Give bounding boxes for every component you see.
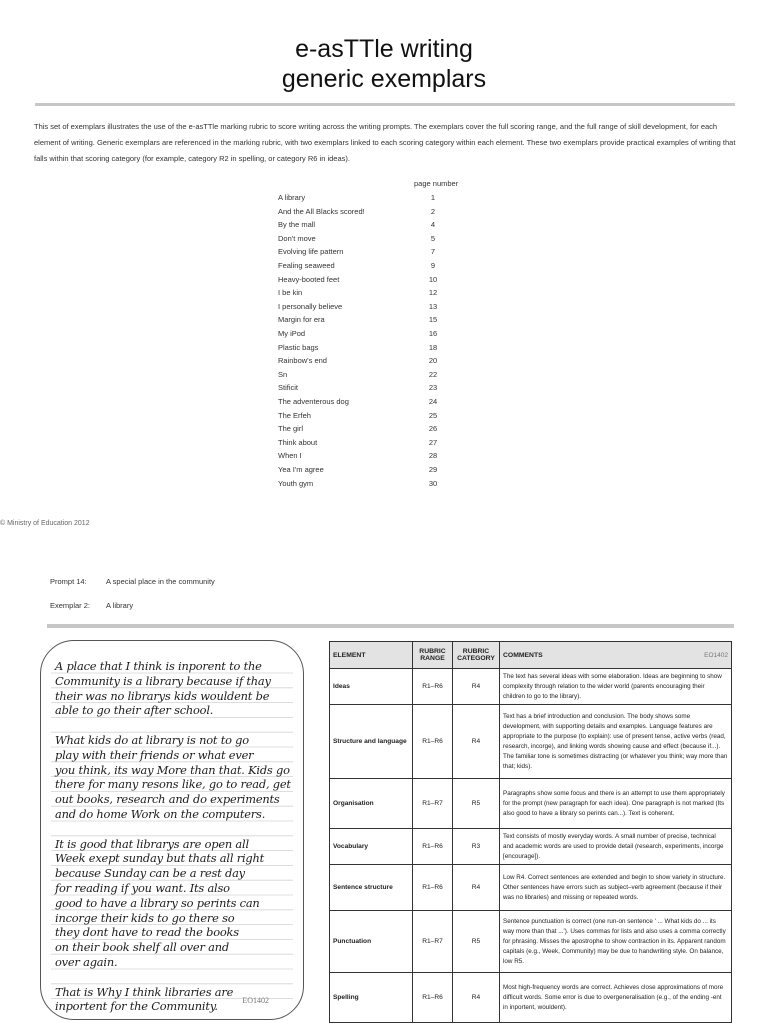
rubric-element: Vocabulary [330, 829, 413, 865]
header-element: ELEMENT [330, 642, 413, 669]
toc-item-page: 1 [430, 193, 436, 202]
toc-item-page: 2 [430, 206, 436, 216]
toc-page-number-header: page number [414, 179, 459, 188]
handwritten-sample [40, 640, 304, 1020]
toc-item-page: 28 [428, 451, 438, 461]
toc-item [278, 234, 448, 247]
toc-item-page: 13 [428, 301, 438, 311]
toc-item [278, 411, 448, 424]
copyright-notice: © Ministry of Education 2012 [0, 520, 90, 527]
rubric-row [330, 829, 732, 865]
toc-item-title: Fealing seaweed [278, 261, 335, 270]
toc-item-page: 22 [428, 369, 438, 379]
section-divider [47, 624, 734, 628]
exemplar-label: Exemplar 2: [50, 601, 91, 610]
rubric-element: Spelling [330, 973, 413, 1023]
toc-item-page: 24 [428, 397, 438, 406]
rubric-range: R1–R6 [413, 705, 453, 779]
toc-item-title: Margin for era [278, 315, 325, 325]
toc-item [278, 315, 448, 328]
header-comments-label: COMMENTS [503, 651, 543, 659]
rubric-row [330, 779, 732, 829]
toc-item [278, 288, 448, 301]
toc-item-page: 20 [428, 356, 438, 366]
toc-item-page: 10 [428, 274, 438, 284]
toc-item [278, 329, 448, 342]
toc-item [278, 343, 448, 356]
toc-item-title: I personally believe [278, 301, 343, 311]
toc-item-title: Youth gym [278, 478, 314, 488]
rubric-comment: Low R4. Correct sentences are extended and begin to show variety in structure. Other sentences have errors such as subject–verb agreement (because if their was no libraries) and missing or repeated words. [500, 865, 732, 911]
toc-item-page: 5 [430, 233, 436, 243]
rubric-table [329, 641, 732, 1023]
toc-item-page: 25 [428, 410, 438, 420]
toc-item-page: 27 [428, 437, 438, 447]
rubric-category: R5 [453, 779, 500, 829]
toc-item [278, 451, 448, 464]
rubric-comment: Text consists of mostly everyday words. A small number of precise, technical and academic words are used to provide detail (research, experiments, incorge [encourage]). [500, 829, 732, 865]
rubric-category: R4 [453, 669, 500, 705]
header-divider [35, 103, 735, 106]
toc-item [278, 207, 448, 220]
toc-item-page: 9 [430, 261, 436, 270]
toc-item-title: Stificit [278, 383, 299, 393]
handwritten-text: A place that I think is inporent to the Community is a library because if thay their was no librarys kids wouldent be able to go their after school. What kids do at library is not to go play with their friends or what ever you think, its way More than that. Kids go there for many resons like, go to read, get out books, research and do experiments and do home Work on the computers. It is good that librarys are open all Week exept sunday but thats all right because Sunday can be a rest day for reading if you want. Its also good to have a library so perints can incorge their kids to go there so they dont have to read the books on their book shelf all over and over again. That is Why I think libraries are inportent for the Community. [55, 659, 291, 1014]
toc-item-page: 30 [428, 478, 438, 488]
header-comments [500, 642, 732, 669]
toc-item-title: My iPod [278, 329, 306, 338]
toc-item [278, 275, 448, 288]
rubric-comment: Text has a brief introduction and conclusion. The body shows some development, with supporting details and examples. Language features are appropriate to the purpose (to explain): use of present tense, active verbs (read, research, incorge), and linking words showing cause and effect (because if...). The familiar tone is sometimes distracting (or whatever you think; way more than that; kids). [500, 705, 732, 779]
toc-item-title: The Erfeh [278, 410, 311, 420]
toc-item [278, 397, 448, 410]
toc-item-title: When I [278, 451, 302, 461]
rubric-category: R3 [453, 829, 500, 865]
rubric-comment: The text has several ideas with some elaboration. Ideas are beginning to show complexity through relation to the wider world (parents encouraging their children to go to the library). [500, 669, 732, 705]
rubric-category: R4 [453, 865, 500, 911]
toc-item-title: And the All Blacks scored! [278, 206, 365, 216]
prompt-label: Prompt 14: [50, 577, 87, 586]
rubric-element: Structure and language [330, 705, 413, 779]
rubric-row [330, 911, 732, 973]
rubric-body [330, 669, 732, 1023]
toc-item [278, 383, 448, 396]
rubric-element: Ideas [330, 669, 413, 705]
toc-item-title: Yea I'm agree [278, 465, 324, 474]
toc-item [278, 438, 448, 451]
toc-item [278, 479, 448, 492]
toc-item [278, 424, 448, 437]
toc-item-title: The adventerous dog [278, 397, 349, 406]
toc-item-title: Think about [278, 437, 318, 447]
rubric-comment: Paragraphs show some focus and there is an attempt to use them appropriately for the prompt (new paragraph for each idea). One paragraph is not marked (Its also good to have a library so perints can...). Text is coherent. [500, 779, 732, 829]
rubric-header-row [330, 642, 732, 669]
rubric-element: Sentence structure [330, 865, 413, 911]
rubric-category: R5 [453, 911, 500, 973]
rubric-range: R1–R6 [413, 669, 453, 705]
rubric-range: R1–R6 [413, 829, 453, 865]
toc-item-page: 26 [428, 424, 438, 434]
toc-item-title: Heavy-booted feet [278, 274, 340, 284]
rubric-range: R1–R7 [413, 779, 453, 829]
toc-item [278, 356, 448, 369]
rubric-category: R4 [453, 973, 500, 1023]
toc-item-title: By the mall [278, 220, 316, 230]
toc-item-title: Rainbow's end [278, 356, 327, 366]
toc-item-page: 4 [430, 220, 436, 230]
toc-item-title: Don't move [278, 233, 316, 243]
rubric-comment: Most high-frequency words are correct. Achieves close approximations of more difficult words. Some error is due to overgeneralisation (e.g., of the ending -ent in inportent, wouldent). [500, 973, 732, 1023]
rubric-element: Punctuation [330, 911, 413, 973]
header-rubric-category: RUBRIC CATEGORY [453, 642, 500, 669]
toc-item-title: Sn [278, 369, 288, 379]
toc-item [278, 370, 448, 383]
toc-item-page: 7 [430, 247, 436, 257]
rubric-row [330, 973, 732, 1023]
toc-item-page: 15 [428, 315, 438, 325]
toc-item [278, 220, 448, 233]
toc-item-page: 16 [428, 329, 438, 338]
rubric-category: R4 [453, 705, 500, 779]
intro-paragraph: This set of exemplars illustrates the use of the e-asTTle marking rubric to score writing across the writing prompts. The exemplars cover the full scoring range, and the full range of skill development, for each element of writing. Generic exemplars are referenced in the marking rubric, with two exemplars linked to each scoring category within each element. These two exemplars provide practical examples of writing that falls within that scoring category (for example, category R2 in spelling, or category R6 in ideas). [34, 122, 736, 163]
toc-item [278, 302, 448, 315]
rubric-element: Organisation [330, 779, 413, 829]
rubric-row [330, 865, 732, 911]
rubric-row [330, 669, 732, 705]
toc-item-page: 23 [428, 383, 438, 393]
toc-item-title: The girl [278, 424, 304, 434]
toc-item-page: 29 [428, 465, 438, 474]
toc-item [278, 261, 448, 274]
toc-item-title: I be kin [278, 288, 303, 298]
rubric-comment: Sentence punctuation is correct (one run-on sentence ' ... What kids do ... its way more than that ...'). Uses commas for lists and also uses a comma correctly for phrasing. Misses the apostrophe to show contraction in its. Apparent random capitals (e.g., Week, Community) may be due to handwriting style. On balance, low R5. [500, 911, 732, 973]
header-code: EO1402 [704, 651, 728, 659]
rubric-range: R1–R7 [413, 911, 453, 973]
toc-item [278, 247, 448, 260]
rubric-range: R1–R6 [413, 865, 453, 911]
toc-item-page: 12 [428, 288, 438, 298]
exemplar-value: A library [106, 601, 134, 610]
toc-item-page: 18 [428, 342, 438, 352]
rubric-range: R1–R6 [413, 973, 453, 1023]
toc-item-title: Plastic bags [278, 342, 319, 352]
document-title-line-1: e-asTTle writing [295, 35, 473, 63]
prompt-value: A special place in the community [106, 577, 215, 586]
toc-item [278, 465, 448, 478]
toc-item-title: Evolving life pattern [278, 247, 344, 257]
toc-item-title: A library [278, 193, 306, 202]
header-rubric-range: RUBRIC RANGE [413, 642, 453, 669]
rubric-row [330, 705, 732, 779]
toc-item [278, 193, 448, 206]
document-title-line-2: generic exemplars [281, 65, 487, 93]
sample-code: EO1402 [242, 996, 269, 1005]
